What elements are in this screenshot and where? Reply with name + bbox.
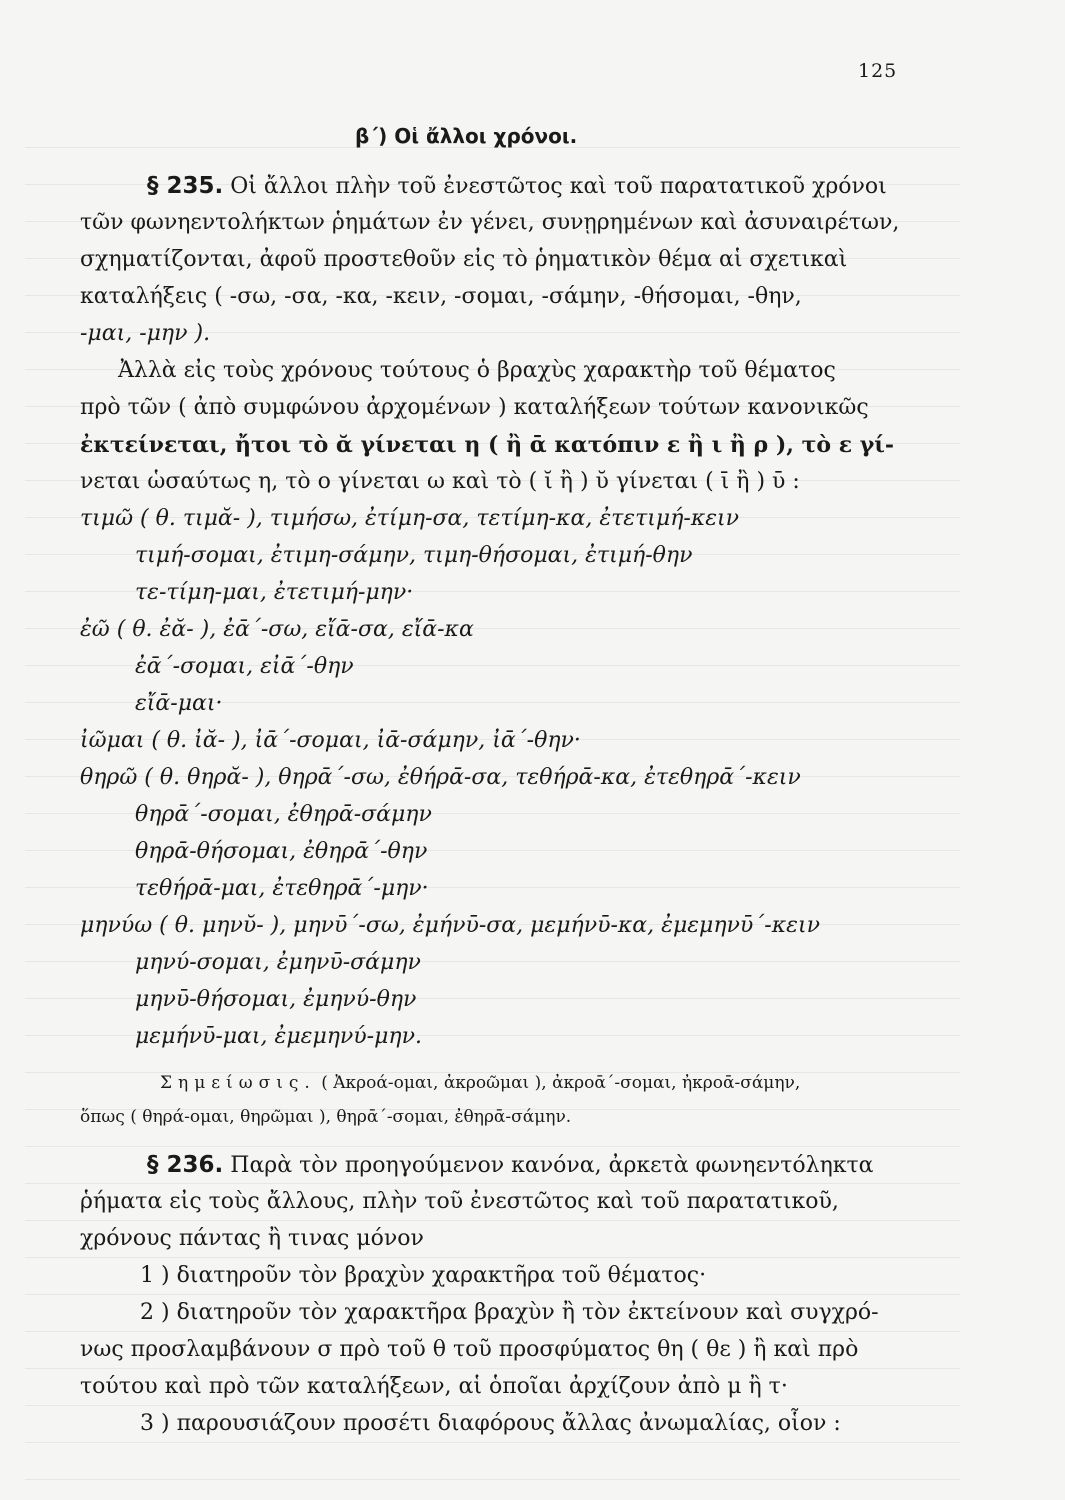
example-line-11: τεθήρᾱ-μαι, ἐτεθηρᾱ΄-μην· [135, 876, 429, 901]
example-line-12: μηνύω ( θ. μηνῠ- ), μηνῡ΄-σω, ἐμήνῡ-σα, μεμήνῡ-κα, ἐμεμηνῡ΄-κειν [80, 913, 820, 938]
section-235-line-3: σχηματίζονται, ἀφοῦ προστεθοῦν εἰς τὸ ῥηματικὸν θέμα αἱ σχετικαὶ [80, 247, 848, 272]
section-heading: β΄) Οἱ ἄλλοι χρόνοι. [355, 124, 578, 148]
example-line-14: μηνῡ-θήσομαι, ἐμηνύ-θην [135, 987, 417, 1012]
section-235-line-8: ἐκτείνεται, ἤτοι τὸ ᾰ γίνεται η ( ἢ ᾱ κατόπιν ε ἢ ι ἢ ρ ), τὸ ε γί- [80, 432, 895, 458]
example-line-3: τε-τίμη-μαι, ἐτετιμή-μην· [135, 580, 414, 605]
example-line-8: θηρῶ ( θ. θηρᾰ- ), θηρᾱ΄-σω, ἐθήρᾱ-σα, τεθήρᾱ-κα, ἐτεθηρᾱ΄-κειν [80, 765, 801, 790]
example-line-2: τιμή-σομαι, ἐτιμη-σάμην, τιμη-θήσομαι, ἐτιμή-θην [135, 543, 693, 568]
note-label: Σημείωσις. [160, 1073, 316, 1093]
section-236-item-2: 2 ) διατηροῦν τὸν χαρακτῆρα βραχὺν ἢ τὸν ἐκτείνουν καὶ συγχρό- [140, 1300, 879, 1325]
section-235-line-1: § 235. Οἱ ἄλλοι πλὴν τοῦ ἐνεστῶτος καὶ τοῦ παρατατικοῦ χρόνοι [147, 173, 887, 199]
example-line-7: ἰῶμαι ( θ. ἰᾰ- ), ἰᾱ΄-σομαι, ἰᾱ-σάμην, ἰᾱ΄-θην· [80, 728, 581, 753]
example-line-13: μηνύ-σομαι, ἐμηνῡ-σάμην [135, 950, 421, 975]
section-235-line-6: Ἀλλὰ εἰς τοὺς χρόνους τούτους ὁ βραχὺς χαρακτὴρ τοῦ θέματος [118, 358, 836, 383]
note-line-1: Σημείωσις. ( Ἀκροά-ομαι, ἀκροῶμαι ), ἀκροᾱ΄-σομαι, ἠκροᾱ-σάμην, [160, 1073, 801, 1093]
section-235-line-5: -μαι, -μην ). [80, 321, 211, 346]
page-number: 125 [858, 60, 898, 82]
section-235-line-9: νεται ὡσαύτως η, τὸ ο γίνεται ω καὶ τὸ ( ῐ ἢ ) ῠ γίνεται ( ῑ ἢ ) ῡ : [80, 469, 800, 494]
section-235-line-2: τῶν φωνηεντολήκτων ῥημάτων ἐν γένει, συνῃρημένων καὶ ἀσυναιρέτων, [80, 210, 900, 235]
section-235-line-4: καταλήξεις ( -σω, -σα, -κα, -κειν, -σομαι, -σάμην, -θήσομαι, -θην, [80, 284, 802, 309]
example-line-4: ἐῶ ( θ. ἐᾰ- ), ἐᾱ΄-σω, εἴᾱ-σα, εἴᾱ-κα [80, 617, 474, 642]
example-line-9: θηρᾱ΄-σομαι, ἐθηρᾱ-σάμην [135, 802, 432, 827]
section-236-line-2: ῥήματα εἰς τοὺς ἄλλους, πλὴν τοῦ ἐνεστῶτος καὶ τοῦ παρατατικοῦ, [80, 1189, 839, 1214]
example-line-1: τιμῶ ( θ. τιμᾰ- ), τιμήσω, ἐτίμη-σα, τετίμη-κα, ἐτετιμή-κειν [80, 506, 740, 531]
note-line-2: ὅπως ( θηρά-ομαι, θηρῶμαι ), θηρᾱ΄-σομαι, ἐθηρᾱ-σάμην. [80, 1107, 572, 1127]
section-236-number: § 236. [147, 1152, 224, 1178]
section-236-line-1: § 236. Παρὰ τὸν προηγούμενον κανόνα, ἀρκετὰ φωνηεντόληκτα [147, 1152, 874, 1178]
section-235-number: § 235. [147, 173, 224, 199]
example-line-6: εἴᾱ-μαι· [135, 691, 223, 716]
section-236-line-3: χρόνους πάντας ἢ τινας μόνον [80, 1226, 424, 1251]
section-235-line-7: πρὸ τῶν ( ἀπὸ συμφώνου ἀρχομένων ) καταλήξεων τούτων κανονικῶς [80, 395, 869, 420]
section-236-item-1: 1 ) διατηροῦν τὸν βραχὺν χαρακτῆρα τοῦ θέματος· [140, 1263, 707, 1288]
example-line-15: μεμήνῡ-μαι, ἐμεμηνύ-μην. [135, 1024, 422, 1049]
section-236-item-3: 3 ) παρουσιάζουν προσέτι διαφόρους ἄλλας ἀνωμαλίας, οἷον : [140, 1411, 841, 1436]
section-236-item-2-cont-2: τούτου καὶ πρὸ τῶν καταλήξεων, αἱ ὁποῖαι ἀρχίζουν ἀπὸ μ ἢ τ· [80, 1374, 788, 1399]
example-line-5: ἐᾱ΄-σομαι, εἰᾱ΄-θην [135, 654, 354, 679]
example-line-10: θηρᾱ-θήσομαι, ἐθηρᾱ΄-θην [135, 839, 428, 864]
section-236-item-2-cont-1: νως προσλαμβάνουν σ πρὸ τοῦ θ τοῦ προσφύματος θη ( θε ) ἢ καὶ πρὸ [80, 1337, 859, 1362]
